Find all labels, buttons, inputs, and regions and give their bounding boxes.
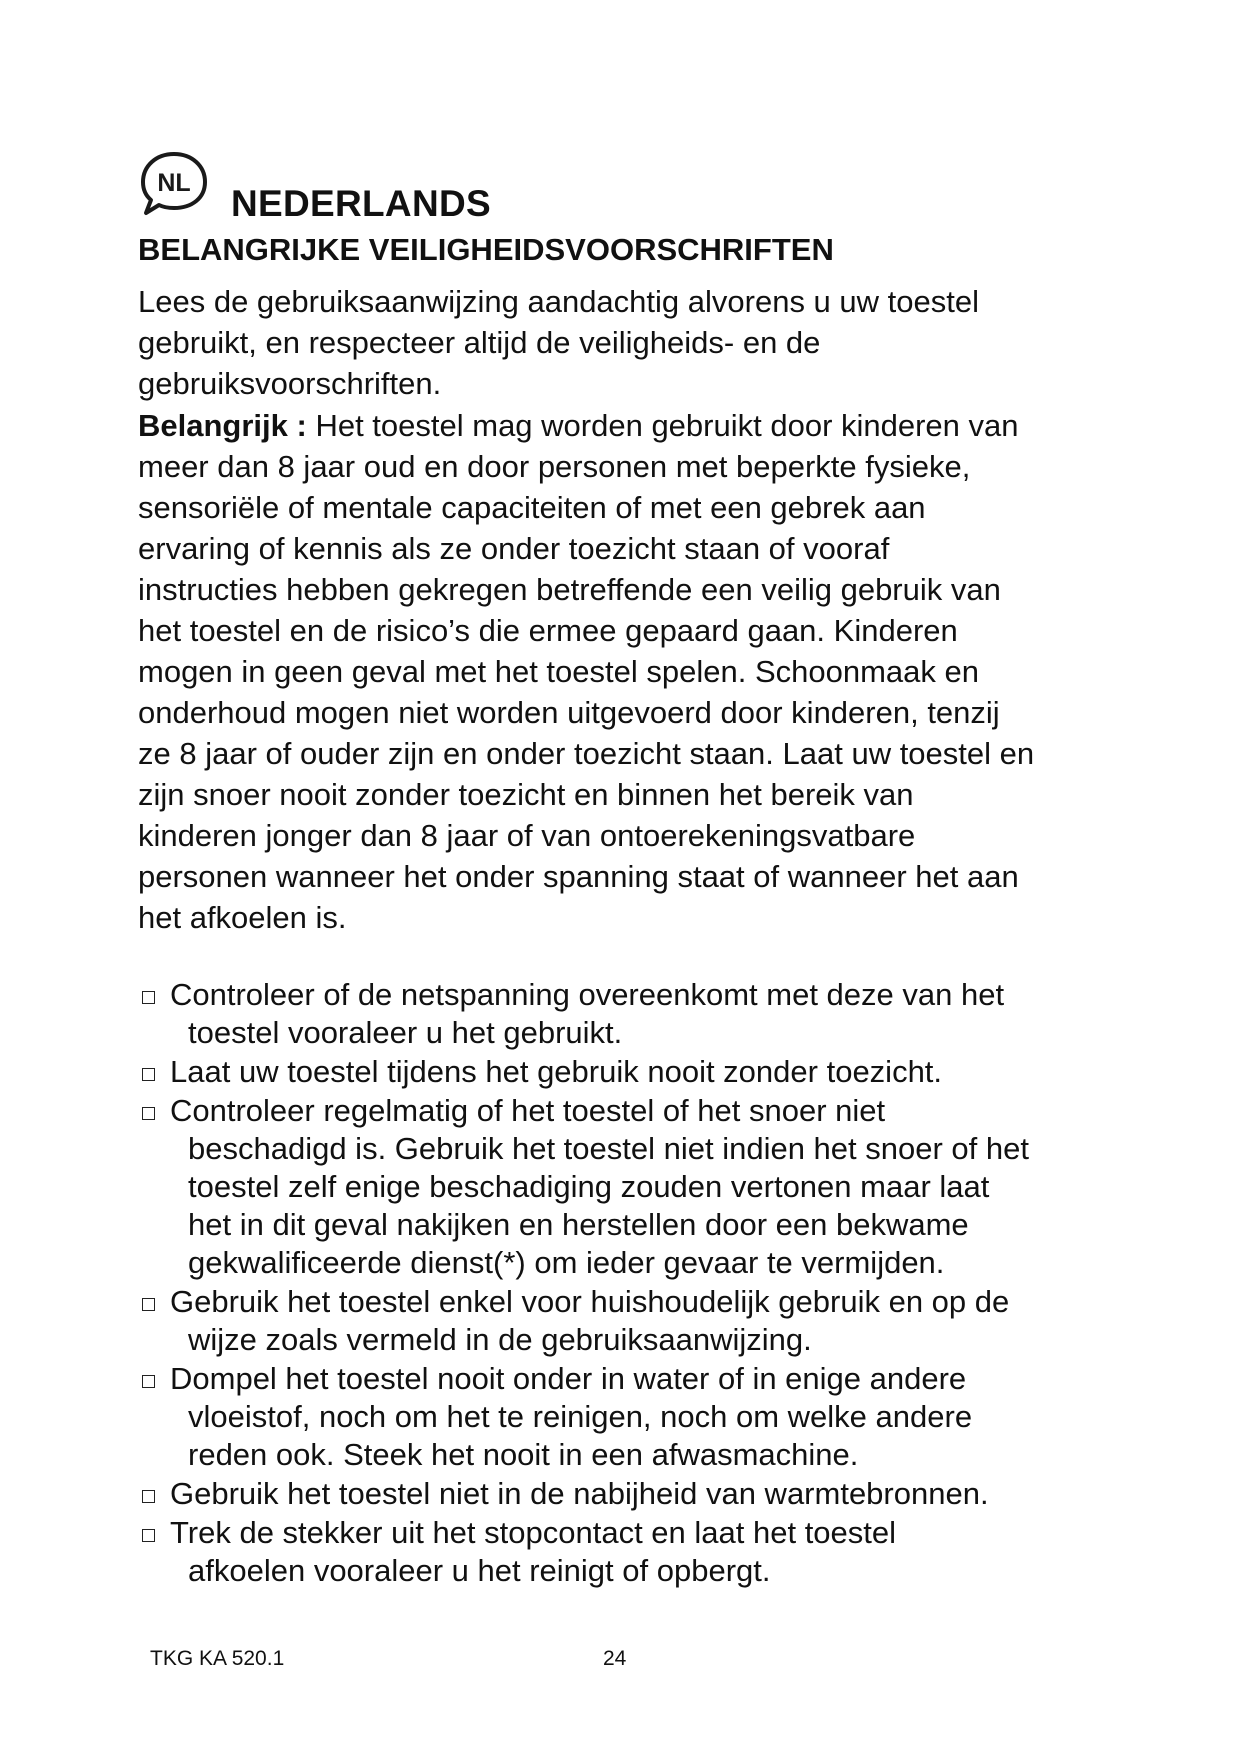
important-line: personen wanneer het onder spanning staat of wanneer het aan: [138, 859, 1019, 894]
list-item-line: Laat uw toestel tijdens het gebruik nooit zonder toezicht.: [170, 1054, 943, 1089]
list-item-line: toestel vooraleer u het gebruikt.: [188, 1015, 623, 1050]
list-item-line: Controleer of de netspanning overeenkomt met deze van het: [170, 977, 1005, 1012]
important-line: onderhoud mogen niet worden uitgevoerd door kinderen, tenzij: [138, 695, 1000, 730]
list-item: [138, 1092, 1138, 1282]
checkbox-bullet-icon: [142, 1107, 155, 1120]
checkbox-bullet-icon: [142, 1068, 155, 1081]
safety-instructions-list: [138, 976, 1138, 1591]
important-line: ze 8 jaar of ouder zijn en onder toezicht staan. Laat uw toestel en: [138, 736, 1035, 771]
checkbox-bullet-icon: [142, 1298, 155, 1311]
language-header: [138, 150, 838, 224]
intro-line: Lees de gebruiksaanwijzing aandachtig alvorens u uw toestel: [138, 284, 979, 319]
list-item-line: Controleer regelmatig of het toestel of het snoer niet: [170, 1093, 886, 1128]
list-item-line: Gebruik het toestel enkel voor huishoudelijk gebruik en op de: [170, 1284, 1010, 1319]
list-item-line: het in dit geval nakijken en herstellen door een bekwame: [188, 1207, 969, 1242]
list-item-line: afkoelen vooraleer u het reinigt of opbergt.: [188, 1553, 771, 1588]
list-item-line: Gebruik het toestel niet in de nabijheid van warmtebronnen.: [170, 1476, 989, 1511]
checkbox-bullet-icon: [142, 1490, 155, 1503]
list-item: [138, 1283, 1138, 1359]
important-line: instructies hebben gekregen betreffende een veilig gebruik van: [138, 572, 1001, 607]
list-item: [138, 1475, 1138, 1513]
list-item: [138, 976, 1138, 1052]
important-first-line: [138, 405, 1138, 446]
important-line: mogen in geen geval met het toestel spelen. Schoonmaak en: [138, 654, 979, 689]
section-title: BELANGRIJKE VEILIGHEIDSVOORSCHRIFTEN: [138, 232, 834, 267]
important-line: ervaring of kennis als ze onder toezicht staan of vooraf: [138, 531, 890, 566]
list-item: [138, 1053, 1138, 1091]
list-item-line: Trek de stekker uit het stopcontact en laat het toestel: [170, 1515, 897, 1550]
important-line: kinderen jonger dan 8 jaar of van ontoerekeningsvatbare: [138, 818, 916, 853]
list-item-line: wijze zoals vermeld in de gebruiksaanwijzing.: [188, 1322, 812, 1357]
checkbox-bullet-icon: [142, 1529, 155, 1542]
important-line: zijn snoer nooit zonder toezicht en binnen het bereik van: [138, 777, 914, 812]
list-item-line: Dompel het toestel nooit onder in water of in enige andere: [170, 1361, 967, 1396]
list-item-line: toestel zelf enige beschadiging zouden vertonen maar laat: [188, 1169, 990, 1204]
important-line: het toestel en de risico’s die ermee gepaard gaan. Kinderen: [138, 613, 958, 648]
list-item: [138, 1514, 1138, 1590]
important-line: sensoriële of mentale capaciteiten of met een gebrek aan: [138, 490, 926, 525]
intro-line: gebruiksvoorschriften.: [138, 366, 442, 401]
language-title: NEDERLANDS: [231, 183, 491, 224]
intro-paragraph: [138, 281, 1138, 404]
language-badge-text: NL: [157, 169, 191, 197]
footer-page-number: 24: [603, 1647, 627, 1670]
important-line: meer dan 8 jaar oud en door personen met beperkte fysieke,: [138, 449, 971, 484]
checkbox-bullet-icon: [142, 1375, 155, 1388]
footer-model-number: TKG KA 520.1: [150, 1647, 285, 1670]
important-line: het afkoelen is.: [138, 900, 347, 935]
list-item: [138, 1360, 1138, 1474]
list-item-line: gekwalificeerde dienst(*) om ieder gevaar te vermijden.: [188, 1245, 945, 1280]
important-label: Belangrijk :: [138, 408, 307, 443]
speech-bubble-icon: [138, 150, 210, 220]
list-item-line: vloeistof, noch om het te reinigen, noch om welke andere: [188, 1399, 973, 1434]
intro-line: gebruikt, en respecteer altijd de veiligheids- en de: [138, 325, 821, 360]
list-item-line: reden ook. Steek het nooit in een afwasmachine.: [188, 1437, 859, 1472]
important-paragraph: [138, 405, 1138, 938]
checkbox-bullet-icon: [142, 991, 155, 1004]
list-item-line: beschadigd is. Gebruik het toestel niet indien het snoer of het: [188, 1131, 1029, 1166]
important-first-line-text: Het toestel mag worden gebruikt door kinderen van: [306, 408, 1019, 443]
